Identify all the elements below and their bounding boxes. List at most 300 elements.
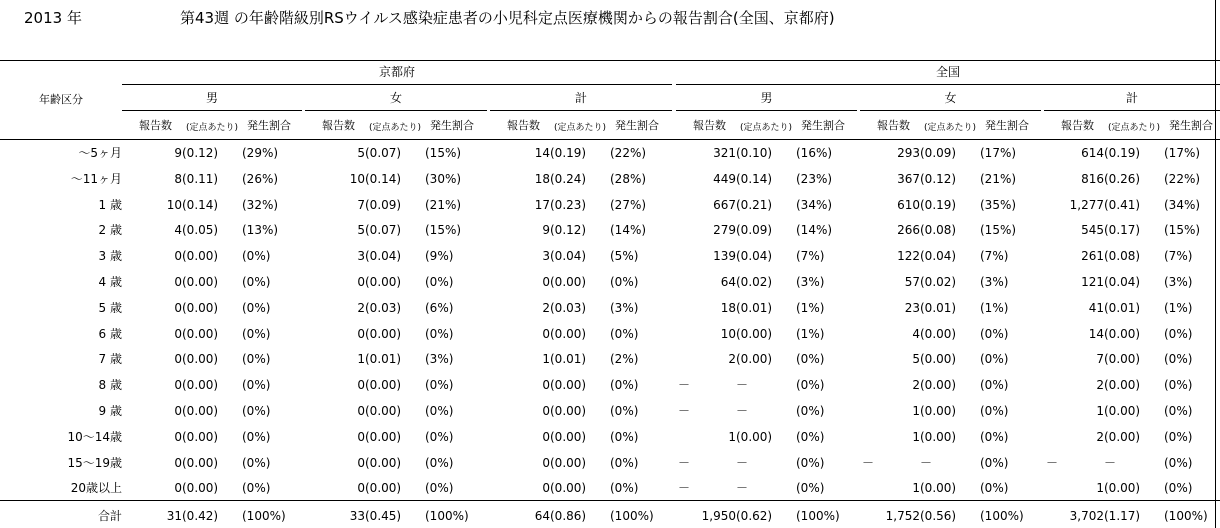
incidence-ratio: (0%) bbox=[425, 378, 454, 393]
report-count: 121 bbox=[1081, 275, 1104, 289]
per-point: (0.04) bbox=[1104, 275, 1141, 289]
per-dash: － bbox=[736, 481, 749, 496]
incidence-ratio: (100%) bbox=[1164, 509, 1208, 523]
age-label: 20歳以上 bbox=[70, 481, 122, 496]
report-count: 10 bbox=[349, 171, 365, 186]
incidence-ratio: (23%) bbox=[796, 171, 833, 186]
report-count: 8 bbox=[174, 171, 182, 186]
sex-header: 女 bbox=[944, 91, 957, 105]
per-point: (0.00) bbox=[365, 404, 402, 418]
per-point: (0.14) bbox=[182, 197, 219, 212]
ratio-subheader: 発生割合 bbox=[247, 119, 291, 132]
per-point: (0.00) bbox=[920, 378, 957, 393]
incidence-ratio: (0%) bbox=[796, 455, 825, 470]
report-count: 667 bbox=[713, 197, 736, 212]
table-rule bbox=[490, 110, 672, 111]
per-dash: － bbox=[736, 455, 749, 470]
per-point: (0.05) bbox=[182, 223, 219, 238]
ratio-subheader: 発生割合 bbox=[801, 119, 845, 132]
per-point: (0.02) bbox=[736, 275, 773, 289]
per-point: (0.00) bbox=[1104, 481, 1141, 496]
incidence-ratio: (0%) bbox=[1164, 404, 1193, 418]
region-header: 京都府 bbox=[378, 65, 415, 79]
per-point: (0.86) bbox=[550, 509, 587, 523]
per-point: (0.00) bbox=[1104, 429, 1141, 444]
per-dash: － bbox=[920, 455, 933, 470]
incidence-ratio: (0%) bbox=[425, 455, 454, 470]
age-label: 2 歳 bbox=[98, 223, 122, 238]
report-count: 4 bbox=[174, 223, 182, 238]
ratio-subheader: 発生割合 bbox=[1169, 119, 1213, 132]
per-point: (0.02) bbox=[920, 275, 957, 289]
region-header: 全国 bbox=[935, 65, 960, 79]
report-count: 31 bbox=[166, 509, 182, 523]
report-count: 33 bbox=[349, 509, 365, 523]
report-count: 14 bbox=[534, 146, 550, 160]
per-point: (0.00) bbox=[182, 300, 219, 315]
report-count: 1 bbox=[542, 352, 550, 367]
per-subheader: (定点あたり) bbox=[186, 123, 239, 133]
incidence-ratio: (0%) bbox=[242, 352, 271, 367]
incidence-ratio: (7%) bbox=[796, 249, 825, 264]
incidence-ratio: (29%) bbox=[242, 146, 279, 160]
report-count: 5 bbox=[357, 223, 365, 238]
incidence-ratio: (1%) bbox=[1164, 300, 1193, 315]
incidence-ratio: (14%) bbox=[796, 223, 833, 238]
per-point: (0.12) bbox=[550, 223, 587, 238]
incidence-ratio: (17%) bbox=[1164, 146, 1201, 160]
incidence-ratio: (7%) bbox=[980, 249, 1009, 264]
report-count: 9 bbox=[542, 223, 550, 238]
incidence-ratio: (0%) bbox=[796, 404, 825, 418]
incidence-ratio: (0%) bbox=[980, 404, 1009, 418]
incidence-ratio: (0%) bbox=[1164, 455, 1193, 470]
incidence-ratio: (0%) bbox=[610, 326, 639, 341]
per-point: (0.03) bbox=[550, 300, 587, 315]
age-label: 3 歳 bbox=[98, 249, 122, 264]
incidence-ratio: (15%) bbox=[980, 223, 1017, 238]
incidence-ratio: (0%) bbox=[796, 481, 825, 496]
age-label: ～5ヶ月 bbox=[78, 146, 122, 160]
per-point: (0.09) bbox=[920, 146, 957, 160]
incidence-ratio: (1%) bbox=[980, 300, 1009, 315]
report-count: 5 bbox=[912, 352, 920, 367]
report-count: 0 bbox=[542, 481, 550, 496]
report-count: 10 bbox=[166, 197, 182, 212]
incidence-ratio: (1%) bbox=[796, 326, 825, 341]
report-count: 1 bbox=[357, 352, 365, 367]
per-point: (0.00) bbox=[365, 481, 402, 496]
incidence-ratio: (32%) bbox=[242, 197, 279, 212]
per-point: (0.00) bbox=[736, 429, 773, 444]
per-subheader: (定点あたり) bbox=[924, 123, 977, 133]
report-count: 293 bbox=[897, 146, 920, 160]
report-count: 3 bbox=[542, 249, 550, 264]
per-point: (0.45) bbox=[365, 509, 402, 523]
report-count: 5 bbox=[357, 146, 365, 160]
report-count: 0 bbox=[174, 249, 182, 264]
report-count: 545 bbox=[1081, 223, 1104, 238]
per-point: (0.00) bbox=[1104, 326, 1141, 341]
per-point: (0.00) bbox=[182, 378, 219, 393]
incidence-ratio: (17%) bbox=[980, 146, 1017, 160]
per-point: (0.04) bbox=[365, 249, 402, 264]
per-point: (0.00) bbox=[736, 352, 773, 367]
incidence-ratio: (0%) bbox=[1164, 326, 1193, 341]
incidence-ratio: (100%) bbox=[425, 509, 469, 523]
per-point: (0.23) bbox=[550, 197, 587, 212]
per-point: (0.00) bbox=[182, 404, 219, 418]
report-count: 1,950 bbox=[701, 509, 736, 523]
report-count: 0 bbox=[357, 429, 365, 444]
per-point: (0.00) bbox=[182, 352, 219, 367]
per-point: (0.00) bbox=[920, 352, 957, 367]
incidence-ratio: (9%) bbox=[425, 249, 454, 264]
report-count: 64 bbox=[534, 509, 550, 523]
per-point: (0.00) bbox=[1104, 352, 1141, 367]
count-dash: － bbox=[678, 455, 691, 470]
ratio-subheader: 発生割合 bbox=[985, 119, 1029, 132]
per-point: (0.10) bbox=[736, 146, 773, 160]
incidence-ratio: (27%) bbox=[610, 197, 647, 212]
age-label: 1 歳 bbox=[98, 197, 122, 212]
table-rule bbox=[860, 110, 1041, 111]
report-count: 0 bbox=[542, 429, 550, 444]
per-subheader: (定点あたり) bbox=[740, 123, 793, 133]
per-point: (0.24) bbox=[550, 171, 587, 186]
report-count: 14 bbox=[1088, 326, 1104, 341]
incidence-ratio: (0%) bbox=[796, 352, 825, 367]
count-subheader: 報告数 bbox=[507, 119, 540, 132]
sex-header: 計 bbox=[574, 91, 587, 105]
per-point: (0.07) bbox=[365, 223, 402, 238]
incidence-ratio: (26%) bbox=[242, 171, 279, 186]
incidence-ratio: (15%) bbox=[1164, 223, 1201, 238]
per-point: (0.00) bbox=[182, 275, 219, 289]
report-count: 7 bbox=[1096, 352, 1104, 367]
per-point: (0.08) bbox=[1104, 249, 1141, 264]
incidence-ratio: (0%) bbox=[610, 429, 639, 444]
per-point: (0.00) bbox=[182, 481, 219, 496]
incidence-ratio: (0%) bbox=[980, 481, 1009, 496]
table-rule bbox=[122, 110, 302, 111]
per-point: (0.00) bbox=[365, 429, 402, 444]
incidence-ratio: (3%) bbox=[796, 275, 825, 289]
per-point: (0.00) bbox=[365, 275, 402, 289]
report-count: 23 bbox=[904, 300, 920, 315]
per-point: (0.08) bbox=[920, 223, 957, 238]
age-label: 15～19歳 bbox=[67, 455, 122, 470]
count-dash: － bbox=[678, 481, 691, 496]
count-subheader: 報告数 bbox=[139, 119, 172, 132]
report-count: 0 bbox=[174, 300, 182, 315]
incidence-ratio: (0%) bbox=[242, 429, 271, 444]
count-subheader: 報告数 bbox=[1061, 119, 1094, 132]
per-point: (0.00) bbox=[550, 429, 587, 444]
per-point: (0.56) bbox=[920, 509, 957, 523]
total-label: 合計 bbox=[97, 509, 122, 523]
incidence-ratio: (35%) bbox=[980, 197, 1017, 212]
incidence-ratio: (15%) bbox=[425, 146, 462, 160]
per-point: (0.11) bbox=[182, 171, 219, 186]
per-point: (0.00) bbox=[1104, 378, 1141, 393]
report-count: 1,277 bbox=[1069, 197, 1104, 212]
incidence-ratio: (0%) bbox=[242, 455, 271, 470]
report-count: 321 bbox=[713, 146, 736, 160]
incidence-ratio: (0%) bbox=[242, 326, 271, 341]
report-count: 139 bbox=[713, 249, 736, 264]
report-count: 0 bbox=[174, 378, 182, 393]
per-point: (0.01) bbox=[736, 300, 773, 315]
per-point: (0.00) bbox=[550, 404, 587, 418]
incidence-ratio: (0%) bbox=[425, 326, 454, 341]
incidence-ratio: (34%) bbox=[1164, 197, 1201, 212]
per-subheader: (定点あたり) bbox=[554, 123, 607, 133]
incidence-ratio: (5%) bbox=[610, 249, 639, 264]
per-dash: － bbox=[1104, 455, 1117, 470]
per-point: (0.04) bbox=[736, 249, 773, 264]
per-point: (0.09) bbox=[736, 223, 773, 238]
incidence-ratio: (13%) bbox=[242, 223, 279, 238]
report-count: 1 bbox=[728, 429, 736, 444]
report-count: 0 bbox=[174, 275, 182, 289]
count-dash: － bbox=[1046, 455, 1059, 470]
report-count: 1 bbox=[912, 429, 920, 444]
report-count: 0 bbox=[357, 481, 365, 496]
incidence-ratio: (0%) bbox=[242, 249, 271, 264]
report-count: 64 bbox=[720, 275, 736, 289]
table-total-rule bbox=[0, 500, 1220, 501]
incidence-ratio: (0%) bbox=[425, 481, 454, 496]
incidence-ratio: (0%) bbox=[796, 378, 825, 393]
per-point: (0.01) bbox=[550, 352, 587, 367]
report-year: 2013 年 bbox=[24, 9, 82, 27]
incidence-ratio: (0%) bbox=[980, 455, 1009, 470]
report-count: 10 bbox=[720, 326, 736, 341]
incidence-ratio: (21%) bbox=[980, 171, 1017, 186]
per-point: (0.00) bbox=[365, 326, 402, 341]
report-count: 0 bbox=[542, 455, 550, 470]
incidence-ratio: (0%) bbox=[425, 275, 454, 289]
incidence-ratio: (6%) bbox=[425, 300, 454, 315]
ratio-subheader: 発生割合 bbox=[430, 119, 474, 132]
per-dash: － bbox=[736, 404, 749, 418]
per-point: (0.26) bbox=[1104, 171, 1141, 186]
report-count: 0 bbox=[174, 352, 182, 367]
incidence-ratio: (22%) bbox=[610, 146, 647, 160]
report-count: 0 bbox=[357, 326, 365, 341]
report-count: 17 bbox=[534, 197, 550, 212]
incidence-ratio: (100%) bbox=[796, 509, 840, 523]
per-point: (0.01) bbox=[1104, 300, 1141, 315]
per-point: (0.00) bbox=[182, 326, 219, 341]
report-count: 2 bbox=[357, 300, 365, 315]
per-point: (0.00) bbox=[920, 481, 957, 496]
report-count: 1 bbox=[1096, 404, 1104, 418]
report-count: 0 bbox=[542, 404, 550, 418]
per-point: (1.17) bbox=[1104, 509, 1141, 523]
report-count: 0 bbox=[174, 481, 182, 496]
report-count: 0 bbox=[174, 455, 182, 470]
per-point: (0.00) bbox=[365, 378, 402, 393]
incidence-ratio: (0%) bbox=[980, 429, 1009, 444]
per-point: (0.09) bbox=[365, 197, 402, 212]
incidence-ratio: (0%) bbox=[425, 429, 454, 444]
incidence-ratio: (0%) bbox=[1164, 378, 1193, 393]
age-label: 5 歳 bbox=[98, 300, 122, 315]
report-count: 2 bbox=[1096, 429, 1104, 444]
incidence-ratio: (15%) bbox=[425, 223, 462, 238]
table-rule bbox=[676, 110, 857, 111]
table-rule bbox=[122, 84, 672, 85]
incidence-ratio: (100%) bbox=[980, 509, 1024, 523]
incidence-ratio: (0%) bbox=[242, 404, 271, 418]
per-point: (0.01) bbox=[920, 300, 957, 315]
per-point: (0.00) bbox=[182, 455, 219, 470]
age-label: 6 歳 bbox=[98, 326, 122, 341]
incidence-ratio: (16%) bbox=[796, 146, 833, 160]
age-label: 10～14歳 bbox=[67, 429, 122, 444]
per-point: (0.00) bbox=[550, 378, 587, 393]
incidence-ratio: (2%) bbox=[610, 352, 639, 367]
per-point: (0.00) bbox=[550, 455, 587, 470]
report-count: 1,752 bbox=[885, 509, 920, 523]
incidence-ratio: (30%) bbox=[425, 171, 462, 186]
count-dash: － bbox=[678, 378, 691, 393]
per-point: (0.19) bbox=[1104, 146, 1141, 160]
per-point: (0.00) bbox=[920, 404, 957, 418]
per-point: (0.12) bbox=[182, 146, 219, 160]
report-count: 2 bbox=[728, 352, 736, 367]
incidence-ratio: (3%) bbox=[1164, 275, 1193, 289]
per-dash: － bbox=[736, 378, 749, 393]
incidence-ratio: (0%) bbox=[1164, 481, 1193, 496]
incidence-ratio: (34%) bbox=[796, 197, 833, 212]
incidence-ratio: (3%) bbox=[425, 352, 454, 367]
report-count: 0 bbox=[357, 378, 365, 393]
age-label: 7 歳 bbox=[98, 352, 122, 367]
report-count: 0 bbox=[542, 275, 550, 289]
incidence-ratio: (0%) bbox=[610, 481, 639, 496]
report-count: 449 bbox=[713, 171, 736, 186]
report-count: 614 bbox=[1081, 146, 1104, 160]
incidence-ratio: (0%) bbox=[425, 404, 454, 418]
incidence-ratio: (3%) bbox=[980, 275, 1009, 289]
incidence-ratio: (0%) bbox=[796, 429, 825, 444]
incidence-ratio: (0%) bbox=[610, 378, 639, 393]
incidence-ratio: (0%) bbox=[610, 404, 639, 418]
incidence-ratio: (100%) bbox=[242, 509, 286, 523]
incidence-ratio: (0%) bbox=[242, 378, 271, 393]
report-count: 0 bbox=[357, 275, 365, 289]
count-subheader: 報告数 bbox=[693, 119, 726, 132]
report-count: 2 bbox=[912, 378, 920, 393]
incidence-ratio: (100%) bbox=[610, 509, 654, 523]
per-point: (0.41) bbox=[1104, 197, 1141, 212]
incidence-ratio: (0%) bbox=[610, 275, 639, 289]
per-point: (0.12) bbox=[920, 171, 957, 186]
age-label: 9 歳 bbox=[98, 404, 122, 418]
report-count: 0 bbox=[357, 404, 365, 418]
per-point: (0.03) bbox=[365, 300, 402, 315]
count-dash: － bbox=[862, 455, 875, 470]
per-point: (0.00) bbox=[182, 249, 219, 264]
sex-header: 女 bbox=[389, 91, 402, 105]
report-count: 9 bbox=[174, 146, 182, 160]
count-subheader: 報告数 bbox=[322, 119, 355, 132]
table-divider bbox=[1215, 0, 1216, 528]
report-count: 2 bbox=[1096, 378, 1104, 393]
incidence-ratio: (0%) bbox=[610, 455, 639, 470]
report-count: 266 bbox=[897, 223, 920, 238]
incidence-ratio: (21%) bbox=[425, 197, 462, 212]
per-point: (0.00) bbox=[182, 429, 219, 444]
per-point: (0.00) bbox=[550, 481, 587, 496]
incidence-ratio: (3%) bbox=[610, 300, 639, 315]
per-point: (0.04) bbox=[920, 249, 957, 264]
per-point: (0.14) bbox=[365, 171, 402, 186]
per-point: (0.14) bbox=[736, 171, 773, 186]
table-rule bbox=[305, 110, 487, 111]
age-column-header: 年齢区分 bbox=[39, 93, 83, 106]
incidence-ratio: (0%) bbox=[242, 481, 271, 496]
per-point: (0.00) bbox=[550, 326, 587, 341]
report-count: 610 bbox=[897, 197, 920, 212]
incidence-ratio: (28%) bbox=[610, 171, 647, 186]
report-count: 261 bbox=[1081, 249, 1104, 264]
report-count: 0 bbox=[174, 429, 182, 444]
per-point: (0.00) bbox=[920, 429, 957, 444]
report-count: 3,702 bbox=[1069, 509, 1104, 523]
report-count: 4 bbox=[912, 326, 920, 341]
incidence-ratio: (1%) bbox=[796, 300, 825, 315]
per-point: (0.00) bbox=[550, 275, 587, 289]
incidence-ratio: (14%) bbox=[610, 223, 647, 238]
per-point: (0.00) bbox=[365, 455, 402, 470]
per-point: (0.01) bbox=[365, 352, 402, 367]
incidence-ratio: (22%) bbox=[1164, 171, 1201, 186]
report-count: 816 bbox=[1081, 171, 1104, 186]
per-point: (0.62) bbox=[736, 509, 773, 523]
report-count: 0 bbox=[542, 378, 550, 393]
count-subheader: 報告数 bbox=[877, 119, 910, 132]
per-point: (0.19) bbox=[920, 197, 957, 212]
incidence-ratio: (0%) bbox=[242, 275, 271, 289]
age-label: ～11ヶ月 bbox=[70, 171, 122, 186]
incidence-ratio: (0%) bbox=[242, 300, 271, 315]
table-rule bbox=[676, 84, 1220, 85]
report-count: 7 bbox=[357, 197, 365, 212]
incidence-ratio: (7%) bbox=[1164, 249, 1193, 264]
report-count: 0 bbox=[174, 326, 182, 341]
per-subheader: (定点あたり) bbox=[369, 123, 422, 133]
table-rule bbox=[1044, 110, 1220, 111]
ratio-subheader: 発生割合 bbox=[615, 119, 659, 132]
report-count: 0 bbox=[357, 455, 365, 470]
report-count: 41 bbox=[1088, 300, 1104, 315]
report-count: 57 bbox=[904, 275, 920, 289]
sex-header: 男 bbox=[205, 91, 218, 105]
per-point: (0.07) bbox=[365, 146, 402, 160]
per-point: (0.21) bbox=[736, 197, 773, 212]
age-label: 8 歳 bbox=[98, 378, 122, 393]
incidence-ratio: (0%) bbox=[980, 326, 1009, 341]
report-count: 1 bbox=[912, 404, 920, 418]
report-heading: 第43週 の年齢階級別RSウイルス感染症患者の小児科定点医療機関からの報告割合(全国、京都府) bbox=[180, 9, 835, 27]
sex-header: 男 bbox=[760, 91, 773, 105]
report-count: 2 bbox=[542, 300, 550, 315]
incidence-ratio: (0%) bbox=[980, 352, 1009, 367]
